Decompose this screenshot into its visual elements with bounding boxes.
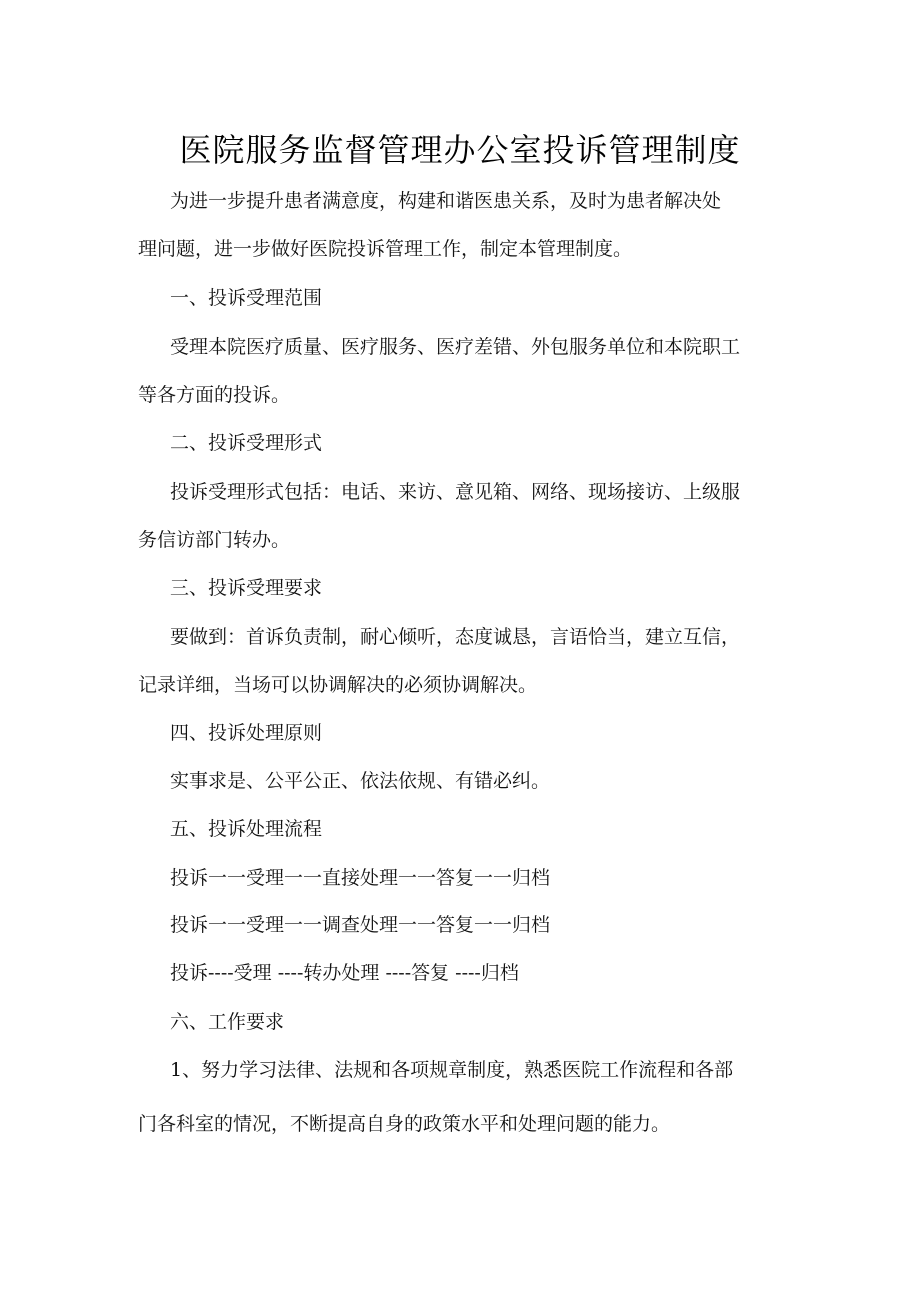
section-1-heading: 一、投诉受理范围 [170,287,323,309]
section-5-heading: 五、投诉处理流程 [170,818,323,840]
section-1-text-line-1: 受理本院医疗质量、医疗服务、医疗差错、外包服务单位和本院职工 [170,336,741,358]
intro-line-2: 理问题，进一步做好医院投诉管理工作，制定本管理制度。 [138,238,633,260]
section-6-item-1-line-1: 1、努力学习法律、法规和各项规章制度，熟悉医院工作流程和各部 [170,1059,734,1081]
section-3-text-line-2: 记录详细，当场可以协调解决的必须协调解决。 [138,674,538,696]
section-4-heading: 四、投诉处理原则 [170,722,323,744]
section-2-heading: 二、投诉受理形式 [170,432,323,454]
intro-line-1: 为进一步提升患者满意度，构建和谐医患关系，及时为患者解决处 [170,190,722,212]
process-flow-1: 投诉一一受理一一直接处理一一答复一一归档 [170,867,551,889]
document-title: 医院服务监督管理办公室投诉管理制度 [179,131,741,169]
section-2-text-line-2: 务信访部门转办。 [138,529,291,551]
section-6-item-1-line-2: 门各科室的情况，不断提高自身的政策水平和处理问题的能力。 [138,1113,671,1135]
section-1-text-line-2: 等各方面的投诉。 [138,384,291,406]
section-2-text-line-1: 投诉受理形式包括：电话、来访、意见箱、网络、现场接访、上级服 [170,481,741,503]
process-flow-3: 投诉----受理 ----转办处理 ----答复 ----归档 [170,962,519,984]
section-6-heading: 六、工作要求 [170,1011,285,1033]
section-3-text-line-1: 要做到：首诉负责制，耐心倾听，态度诚恳，言语恰当，建立互信， [170,626,741,648]
section-3-heading: 三、投诉受理要求 [170,577,323,599]
section-4-text-line-1: 实事求是、公平公正、依法依规、有错必纠。 [170,770,551,792]
process-flow-2: 投诉一一受理一一调查处理一一答复一一归档 [170,914,551,936]
